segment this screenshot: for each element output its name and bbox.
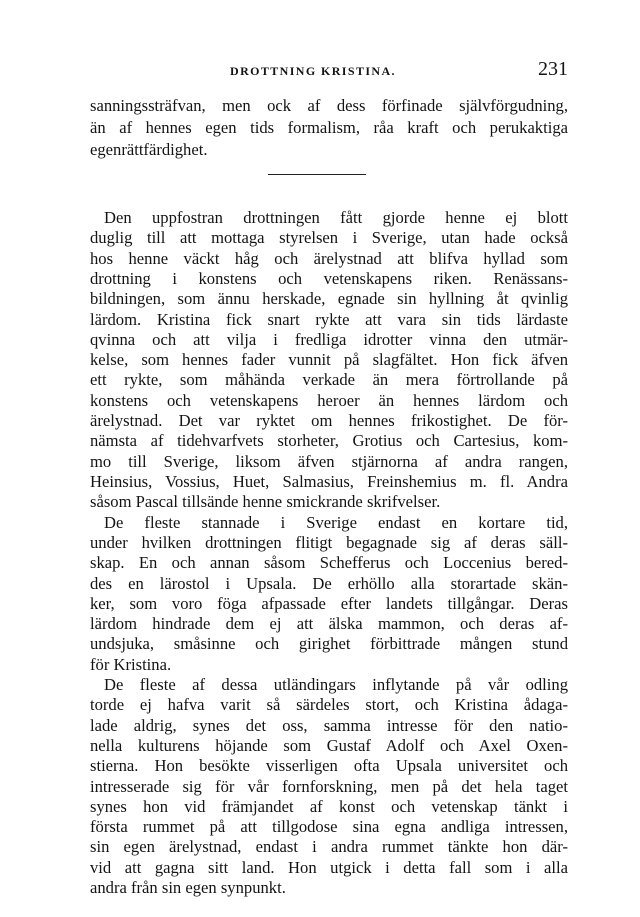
section-divider [268,174,366,175]
text-line: stierna. Hon besökte visserligen ofta Upsala universitet och [90,756,568,776]
text-line: ker, som voro föga afpassade efter landets tillgångar. Deras [90,593,568,613]
text-line: andra från sin egen synpunkt. [90,878,286,897]
text-line: lärdom hindrade dem ej att älska mammon, och deras af- [90,614,568,634]
text-line: för Kristina. [90,654,172,674]
text-line: bildningen, som ännu herskade, egnade sin hyllning åt qvinlig [90,289,568,309]
text-line: första rummet på att tillgodose sina egna andliga intressen, [90,817,568,837]
text-line: des en lärostol i Upsala. De erhöllo alla storartade skän- [90,573,568,593]
text-line: konstens och vetenskapens heroer än hennes lärdom och [90,390,568,410]
text-line: hos henne väckt håg och ärelystnad att blifva hyllad som [90,248,568,268]
text-line: duglig till att mottaga styrelsen i Sverige, utan hade också [90,228,568,248]
text-line: nämsta af tidehvarfvets storheter, Grotius och Cartesius, kom- [90,431,568,451]
text-line: De fleste af dessa utländingars inflytande på vår odling [104,675,568,694]
text-line: Den uppfostran drottningen fått gjorde henne ej blott [104,208,568,227]
text-line: skap. En och annan såsom Schefferus och Loccenius bered- [90,553,568,573]
text-line: De fleste stannade i Sverige endast en kortare tid, [104,512,568,532]
text-line: undsjuka, småsinne och girighet förbittrade mången stund [90,634,568,654]
text-line: Heinsius, Vossius, Huet, Salmasius, Freinshemius m. fl. Andra [90,471,568,491]
text-line: lade aldrig, synes det oss, samma intresse för den natio- [90,715,568,735]
text-line: kelse, som hennes fader vunnit på slagfältet. Hon fick äfven [90,350,568,370]
text-line: sin egen ärelystnad, endast i andra rummet tänkte hon där- [90,837,568,857]
page-number: 231 [538,58,568,80]
text-line: ärelystnad. Det var ryktet om hennes frikostighet. De för- [90,411,568,430]
text-line: under hvilken drottningen flitigt begagnade sig af deras säll- [90,532,568,552]
text-line: torde ej hafva varit så särdeles stort, och Kristina ådaga- [90,695,568,715]
text-line: än af hennes egen tids formalism, råa kraft och perukaktiga [90,118,568,137]
text-line: vid att gagna sitt land. Hon utgick i detta fall som i alla [90,857,568,877]
text-line: drottning i konstens och vetenskapens riken. Renässans- [90,268,568,288]
text-line: såsom Pascal tillsände henne smickrande skrifvelser. [90,492,441,512]
running-head [90,58,568,86]
text-line: qvinna och att vilja i fredliga idrotter vinna den utmär- [90,329,568,349]
text-line: intresserade sig för vår fornforskning, men på det hela taget [90,776,568,796]
text-line: sanningssträfvan, men ock af dess förfinade självförgudning, [90,96,568,115]
running-title: DROTTNING KRISTINA. [230,64,396,78]
text-line: ett rykte, som måhända verkade än mera förtrollande på [90,370,568,390]
text-line: egenrättfärdighet. [90,140,208,159]
text-line: mo till Sverige, liksom äfven stjärnorna af andra rangen, [90,451,568,471]
text-line: nella kulturens höjande som Gustaf Adolf och Axel Oxen- [90,735,568,755]
text-line: synes hon vid främjandet af konst och vetenskap tänkt i [90,796,568,816]
text-line: lärdom. Kristina fick snart rykte att vara sin tids lärdaste [90,309,568,329]
